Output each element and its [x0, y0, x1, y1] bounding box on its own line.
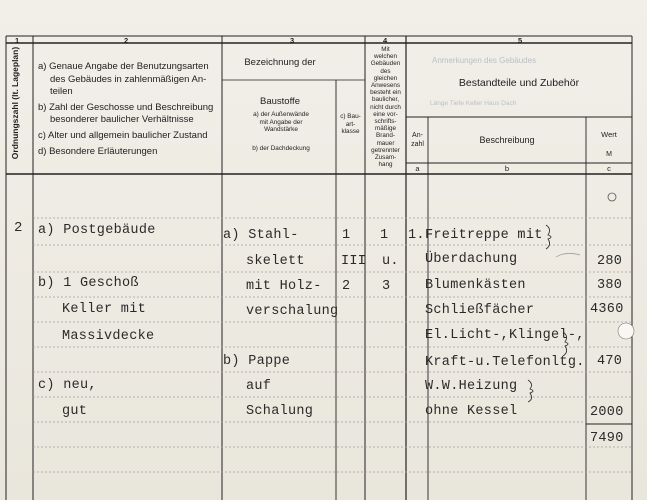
- col4-line-7: besteht ein: [370, 89, 401, 97]
- entry-col3a-line-4: verschalung: [246, 304, 339, 319]
- entry-col4-1: 1: [380, 228, 389, 243]
- entry-wert-3: 4360: [590, 302, 624, 317]
- col3-a-line2: mit Angabe der: [259, 118, 303, 126]
- entry-col2-line-5: c) neu,: [38, 378, 97, 393]
- entry-beschreibung-8: ohne Kessel: [425, 404, 518, 419]
- col5-title: Bestandteile und Zubehör: [458, 77, 580, 89]
- col4-line-4: des: [380, 67, 391, 75]
- entry-beschreibung-4: Schließfächer: [425, 303, 535, 318]
- col3-c-line1: c) Bau-: [340, 113, 361, 120]
- col4-line-2: welchen: [373, 53, 398, 61]
- entry-col2-line-2: b) 1 Geschoß: [38, 276, 139, 291]
- entry-col4-3: 3: [382, 279, 391, 294]
- entry-col4-2: u.: [382, 254, 399, 269]
- col3-c-line2: art-: [345, 120, 356, 128]
- col4-line-1: Mit: [381, 46, 390, 53]
- entry-beschreibung-7: W.W.Heizung: [425, 379, 518, 394]
- ordnungszahl-header: Ordnungszahl (lt. Lageplan): [10, 46, 20, 160]
- col2-line-a3: teilen: [50, 86, 73, 98]
- col4-line-14: mauer: [376, 139, 395, 147]
- col3-a-label: [228, 111, 334, 134]
- col4-line-11: schrifts-: [374, 118, 397, 126]
- entry-anzahl: 1.: [408, 228, 425, 243]
- column-number-5: 5: [518, 36, 523, 45]
- entry-col3a-line-1: a) Stahl-: [223, 228, 299, 243]
- col3-c-line3: klasse: [341, 128, 360, 136]
- entry-wert-2: 380: [597, 278, 623, 293]
- col2-line-c: c) Alter und allgemein baulicher Zustand: [38, 129, 208, 141]
- col2-line-d: d) Besondere Erläuterungen: [38, 145, 158, 157]
- entry-wert-5: 2000: [590, 405, 624, 420]
- col3-a-line3: Wandstärke: [264, 126, 298, 134]
- entry-col2-line-3: Keller mit: [62, 302, 147, 317]
- bleed-through-line-2: Länge Tiefe Keller Haus Dach: [430, 100, 517, 107]
- entry-wert-4: 470: [597, 354, 623, 369]
- anzahl-line1: An-: [412, 132, 423, 139]
- col4-header: [365, 46, 406, 168]
- column-number-4: 4: [383, 36, 388, 45]
- beschreibung-header: Beschreibung: [479, 135, 535, 145]
- col4-line-12: mäßige: [375, 125, 396, 133]
- col4-line-8: baulicher,: [372, 96, 399, 104]
- col4-line-15: getrennter: [371, 146, 400, 154]
- col4-line-13: Brand-: [376, 132, 395, 140]
- col2-line-b1: b) Zahl der Geschosse und Beschreibung: [38, 101, 214, 113]
- col4-line-17: hang: [378, 161, 393, 169]
- col4-line-16: Zusam-: [374, 154, 397, 162]
- entry-col3b-line-3: Schalung: [246, 404, 314, 419]
- entry-bauartklasse-2: III: [341, 254, 367, 269]
- wert-header: Wert: [601, 130, 617, 139]
- entry-summe: 7490: [590, 431, 624, 446]
- col4-line-9: nicht durch: [370, 103, 401, 111]
- entry-col2-line-6: gut: [62, 404, 88, 419]
- col4-line-10: eine vor-: [373, 110, 398, 118]
- entry-beschreibung-2: Überdachung: [425, 252, 518, 267]
- entry-ordnungszahl: 2: [14, 220, 23, 236]
- col2-line-a2: des Gebäudes in zahlenmäßigen An-: [50, 73, 207, 85]
- entry-beschreibung-1: Freitreppe mit: [425, 228, 543, 243]
- entry-col3b-line-2: auf: [246, 379, 272, 394]
- entry-beschreibung-5: El.Licht-,Klingel-,: [425, 328, 585, 343]
- entry-bauartklasse-1: 1: [342, 228, 351, 243]
- subcol-a-label: a: [415, 164, 420, 173]
- col4-line-6: Anwesens: [370, 82, 401, 90]
- col2-line-a1: a) Genaue Angabe der Benutzungsarten: [38, 61, 209, 72]
- entry-col2-line-4: Massivdecke: [62, 329, 155, 344]
- column-number-1: 1: [15, 36, 20, 45]
- entry-wert-1: 280: [597, 254, 623, 269]
- subcol-b-label: b: [504, 164, 510, 173]
- anzahl-line2: zahl: [411, 141, 424, 148]
- subcol-c-label: c: [607, 164, 611, 173]
- entry-beschreibung-3: Blumenkästen: [425, 278, 526, 293]
- entry-bauartklasse-3: 2: [342, 279, 351, 294]
- entry-col3a-line-2: skelett: [246, 254, 305, 269]
- entry-beschreibung-6: Kraft-u.Telefonltg.: [425, 355, 585, 370]
- col4-line-5: gleichen: [373, 74, 398, 82]
- col3-b-label: b) der Dachdeckung: [252, 145, 310, 152]
- col4-line-3: Gebäuden: [370, 60, 401, 68]
- col2-header: [38, 61, 213, 158]
- entry-col2-line-1: a) Postgebäude: [38, 223, 156, 238]
- column-number-2: 2: [124, 36, 129, 45]
- column-number-3: 3: [290, 36, 295, 45]
- col3-c-label: [336, 113, 365, 136]
- entry-col3b-line-1: b) Pappe: [223, 354, 291, 369]
- col3-a-line1: a) der Außenwände: [253, 111, 309, 118]
- entry-col3a-line-3: mit Holz-: [246, 279, 322, 294]
- col3-title: Bezeichnung der: [244, 57, 316, 68]
- col3-baustoffe: Baustoffe: [260, 96, 300, 107]
- wert-unit: M: [606, 151, 612, 158]
- col2-line-b2: besonderer baulicher Verhältnisse: [50, 114, 194, 126]
- anzahl-header: [407, 131, 428, 149]
- bleed-through-line-1: Anmerkungen des Gebäudes: [432, 56, 537, 65]
